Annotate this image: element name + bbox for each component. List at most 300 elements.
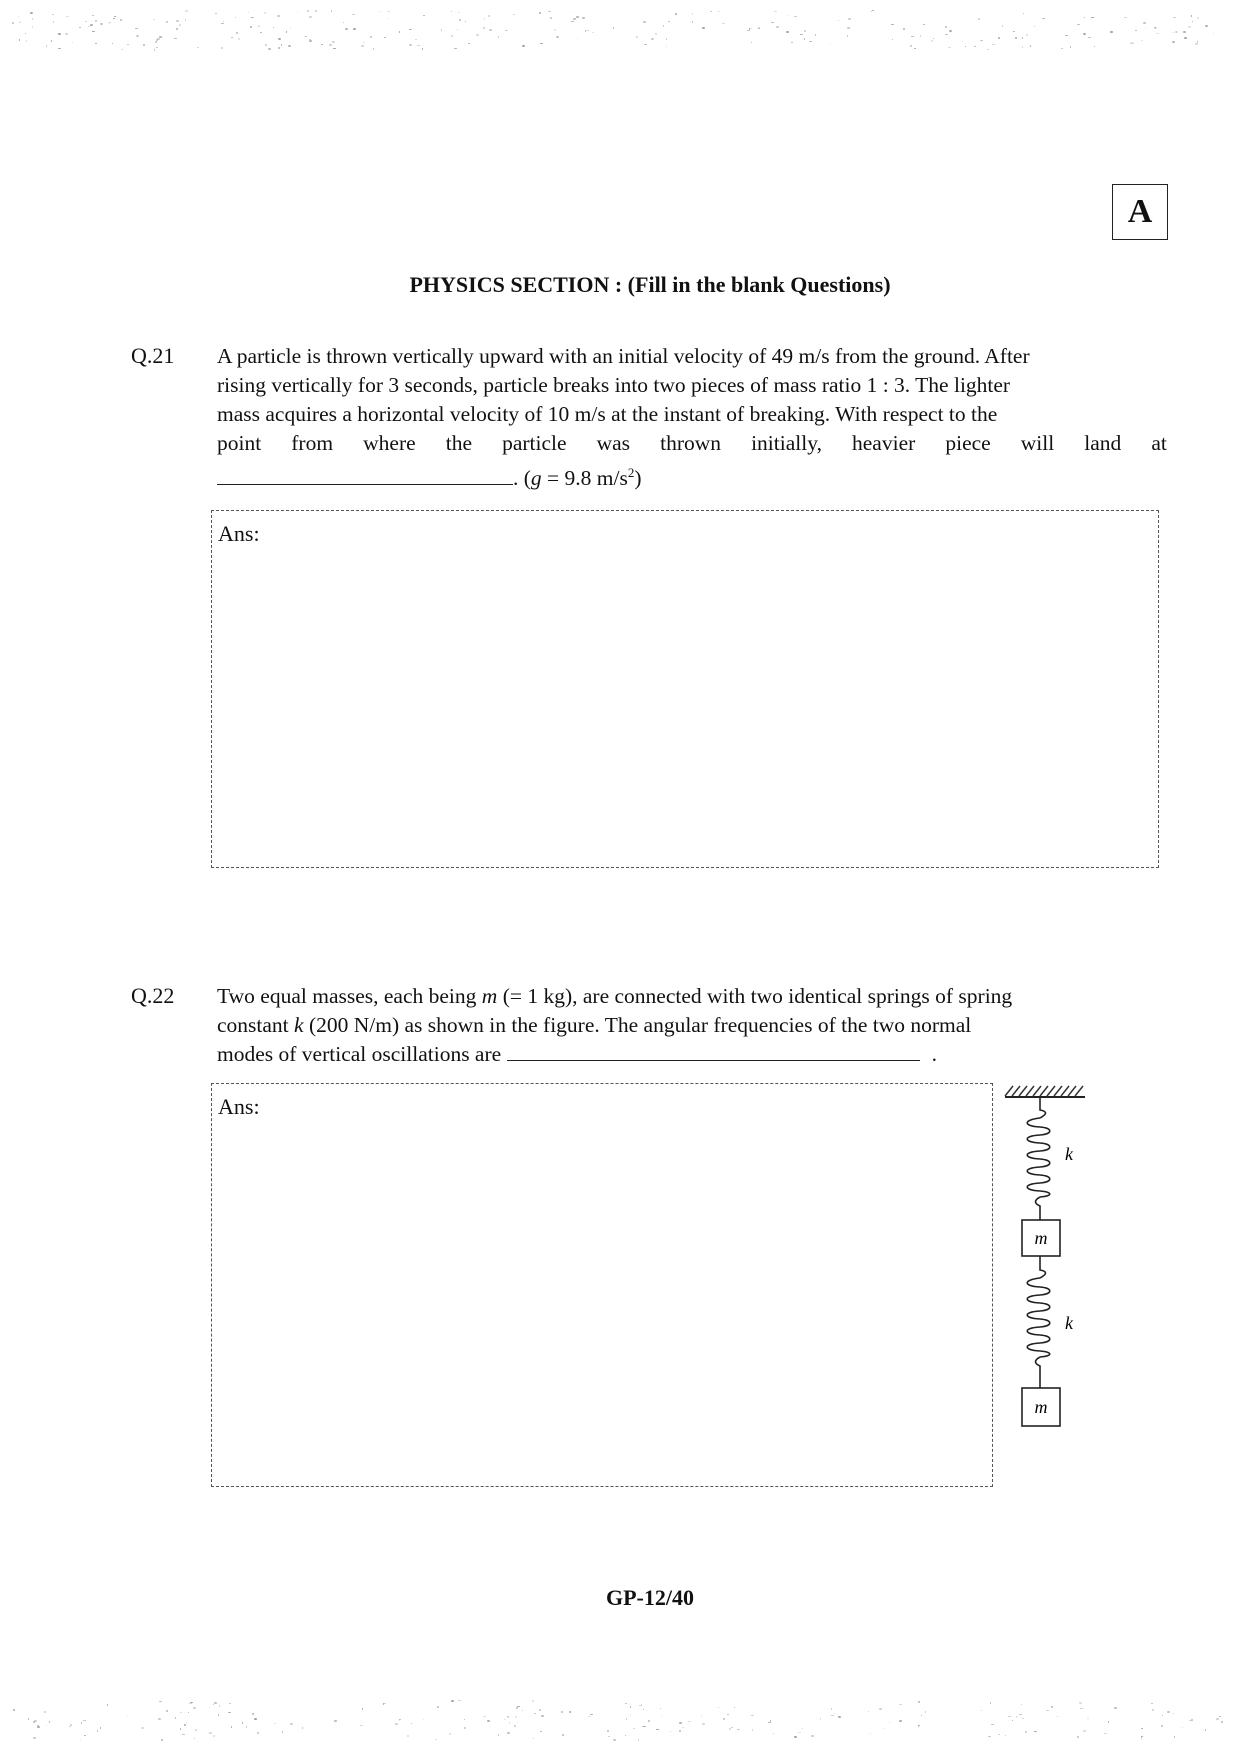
scan-speck <box>182 1734 185 1735</box>
scan-speck <box>771 22 774 23</box>
scan-speck <box>577 38 578 39</box>
word: initially, <box>751 431 822 455</box>
scan-speck <box>44 1711 46 1713</box>
scan-speck <box>281 44 282 46</box>
mass-1 <box>1022 1220 1060 1256</box>
scan-speck <box>264 12 266 14</box>
scan-speck <box>120 19 122 21</box>
scan-speck <box>1091 17 1094 18</box>
scan-speck <box>1152 1709 1154 1711</box>
scan-speck <box>180 1728 181 1730</box>
scan-speck <box>1094 46 1095 47</box>
scan-speck <box>794 1736 796 1737</box>
scan-speck <box>157 39 158 41</box>
scan-speck <box>504 1719 505 1720</box>
scan-speck <box>186 1722 187 1723</box>
scan-speck <box>464 1719 465 1720</box>
scan-speck <box>422 48 423 50</box>
scan-speck <box>534 1713 536 1714</box>
scan-speck <box>213 1735 215 1737</box>
scan-speck <box>918 1725 920 1726</box>
spring-2 <box>1027 1256 1050 1388</box>
scan-speck <box>576 16 579 18</box>
scan-speck <box>107 1704 108 1706</box>
scan-speck <box>498 1734 499 1736</box>
scan-speck <box>1016 1716 1017 1718</box>
scan-speck <box>892 39 893 40</box>
scan-speck <box>642 1726 644 1727</box>
scan-speck <box>454 48 457 49</box>
scan-speck <box>1162 1715 1163 1716</box>
scan-speck <box>278 38 281 40</box>
scan-speck <box>722 23 725 24</box>
scan-speck <box>373 48 374 50</box>
scan-speck <box>990 1702 991 1704</box>
scan-speck <box>820 1718 821 1720</box>
scan-speck <box>361 45 364 47</box>
word: from <box>291 431 334 455</box>
scan-speck <box>221 47 223 49</box>
scan-speck <box>625 1735 626 1736</box>
scan-speck <box>630 1706 631 1708</box>
scan-speck <box>84 1735 86 1736</box>
scan-speck <box>758 28 760 29</box>
scan-speck <box>72 42 73 43</box>
scan-speck <box>923 24 925 25</box>
section-title: PHYSICS SECTION : (Fill in the blank Questions) <box>409 272 891 297</box>
scan-speck <box>991 1724 994 1725</box>
answer-box-22[interactable] <box>211 1083 993 1487</box>
scan-speck <box>838 20 839 21</box>
scan-speck <box>737 1729 740 1730</box>
scan-speck <box>257 1732 259 1734</box>
word: point <box>217 431 262 455</box>
scan-speck <box>384 37 386 38</box>
scan-speck <box>213 1704 214 1705</box>
scan-speck <box>26 40 27 42</box>
scan-speck <box>302 1727 303 1729</box>
scan-speck <box>1192 21 1193 22</box>
scan-speck <box>95 20 97 22</box>
scan-speck <box>417 45 420 46</box>
scan-speck <box>458 1700 461 1701</box>
scan-speck <box>920 35 921 37</box>
scan-speck <box>80 1739 81 1740</box>
scan-speck <box>513 14 515 15</box>
scan-speck <box>92 31 95 32</box>
scan-speck <box>848 18 851 20</box>
scan-speck <box>228 1712 231 1713</box>
word: land <box>1084 431 1122 455</box>
scan-speck <box>626 1718 627 1720</box>
scan-speck <box>1025 1731 1027 1733</box>
scan-speck <box>487 1720 490 1722</box>
scan-speck <box>1213 33 1214 34</box>
scan-speck <box>607 1730 609 1732</box>
scan-speck <box>1021 1704 1022 1705</box>
scan-speck <box>282 1731 283 1733</box>
scan-speck <box>1080 1708 1083 1709</box>
scan-speck <box>498 36 499 38</box>
scan-speck <box>307 10 309 12</box>
scan-speck <box>948 47 951 48</box>
scan-speck <box>260 32 262 33</box>
mass-label-2: m <box>1034 1397 1048 1417</box>
scan-speck <box>809 41 812 42</box>
scan-speck <box>399 1719 400 1721</box>
scan-speck <box>1173 17 1176 18</box>
scan-speck <box>161 1739 163 1741</box>
scan-speck <box>804 30 806 32</box>
scan-speck <box>309 40 312 42</box>
scan-speck <box>100 23 103 25</box>
scan-speck <box>550 17 552 19</box>
scan-speck <box>297 12 298 13</box>
scan-speck <box>399 31 400 33</box>
scan-speck <box>135 28 138 29</box>
scan-speck <box>288 45 291 47</box>
scan-speck <box>918 1701 920 1703</box>
scan-speck <box>802 1728 803 1729</box>
scan-speck <box>702 1723 705 1725</box>
scan-speck <box>58 48 61 49</box>
spring-label-2: k <box>1065 1313 1073 1333</box>
scan-speck <box>1205 25 1208 27</box>
scan-speck <box>752 1729 753 1731</box>
scan-speck <box>582 17 585 19</box>
scan-speck <box>159 1701 162 1702</box>
scan-speck <box>804 38 805 40</box>
scan-speck <box>573 18 576 20</box>
scan-speck <box>1088 37 1091 38</box>
scan-speck <box>278 47 280 49</box>
scan-speck <box>1172 41 1175 43</box>
scan-speck <box>332 41 335 43</box>
scan-speck <box>734 1707 735 1708</box>
scan-speck <box>998 1734 1000 1735</box>
scan-speck <box>166 21 168 23</box>
scan-speck <box>945 26 947 28</box>
fill-blank <box>507 1042 920 1061</box>
question-number-22: Q.22 <box>131 983 175 1008</box>
scan-speck <box>451 11 452 12</box>
scan-speck <box>660 1708 661 1709</box>
word: where <box>363 431 416 455</box>
scan-speck <box>88 26 90 27</box>
scan-speck <box>242 1722 243 1724</box>
scan-speck <box>387 11 390 12</box>
scan-speck <box>221 23 224 24</box>
scan-speck <box>32 18 33 20</box>
scan-speck <box>236 32 238 34</box>
word: heavier <box>852 431 916 455</box>
scan-speck <box>66 16 69 17</box>
scan-speck <box>794 16 797 17</box>
scan-speck <box>483 27 485 29</box>
scan-speck <box>13 1709 15 1711</box>
scan-speck <box>37 1726 40 1728</box>
scan-speck <box>156 47 158 48</box>
scan-speck <box>1019 1714 1022 1715</box>
scan-speck <box>889 1722 890 1723</box>
scan-speck <box>185 10 188 12</box>
scan-speck <box>248 12 249 13</box>
scan-speck <box>1114 1707 1117 1709</box>
scan-speck <box>710 11 712 12</box>
scan-speck <box>834 1713 835 1714</box>
scan-speck <box>608 1736 610 1737</box>
page-number: GP-12/40 <box>606 1585 694 1610</box>
scan-speck <box>360 1725 363 1726</box>
scan-speck <box>179 24 181 26</box>
word: at <box>1151 431 1167 455</box>
scan-speck <box>1083 1730 1086 1732</box>
scan-speck <box>127 44 129 45</box>
scan-speck <box>870 1733 871 1734</box>
spring-label-1: k <box>1065 1144 1073 1164</box>
scan-speck <box>548 11 551 12</box>
scan-speck <box>1104 1733 1107 1734</box>
spring-mass-diagram <box>995 1082 1105 1462</box>
scan-speck <box>81 1722 82 1724</box>
scan-speck <box>195 1729 197 1731</box>
scan-speck <box>630 1714 631 1715</box>
scan-speck <box>32 26 33 28</box>
scan-speck <box>1191 15 1192 17</box>
scan-speck <box>1197 17 1199 19</box>
scan-speck <box>345 28 348 30</box>
scan-speck <box>321 44 323 45</box>
scan-speck <box>290 27 291 28</box>
answer-label: Ans: <box>218 1094 260 1119</box>
answer-box-21[interactable] <box>211 510 1159 868</box>
scan-speck <box>1195 43 1198 45</box>
scan-speck <box>451 1700 454 1702</box>
scan-speck <box>1151 1703 1153 1704</box>
scan-speck <box>668 21 670 22</box>
scan-speck <box>731 1727 733 1728</box>
scan-speck <box>1077 24 1080 25</box>
scan-speck <box>1189 1720 1192 1721</box>
scan-speck <box>331 10 332 12</box>
scan-speck <box>468 43 470 44</box>
scan-speck <box>516 1707 518 1709</box>
scan-speck <box>666 46 667 47</box>
scan-speck <box>1131 42 1134 44</box>
scan-speck <box>334 1720 337 1722</box>
scan-speck <box>388 18 389 19</box>
scan-speck <box>409 29 411 30</box>
scan-speck <box>209 1732 212 1734</box>
scan-speck <box>588 1716 591 1717</box>
scan-speck <box>53 21 54 23</box>
scan-speck <box>1022 46 1023 48</box>
scan-speck <box>484 18 485 20</box>
scan-speck <box>246 1726 247 1728</box>
scan-speck <box>197 47 199 48</box>
answer-label: Ans: <box>218 521 260 546</box>
scan-speck <box>259 25 260 26</box>
scan-speck <box>590 1714 593 1715</box>
scan-speck <box>79 27 81 28</box>
scan-speck <box>675 13 677 15</box>
scan-speck <box>945 34 948 35</box>
scan-speck <box>573 11 574 12</box>
scan-speck <box>1219 1716 1221 1717</box>
scan-speck <box>831 1715 834 1716</box>
scan-speck <box>539 1709 541 1711</box>
scan-speck <box>333 48 336 49</box>
scan-speck <box>921 1715 922 1716</box>
scan-speck <box>309 16 312 18</box>
scan-speck <box>701 1716 702 1717</box>
scan-speck <box>1046 1710 1049 1711</box>
scan-speck <box>19 39 20 41</box>
scan-speck <box>656 1729 659 1730</box>
scan-speck <box>800 34 803 35</box>
scan-speck <box>1030 45 1031 47</box>
scan-speck <box>223 21 224 22</box>
scan-speck <box>540 1731 542 1732</box>
scan-speck <box>987 49 989 50</box>
scan-speck <box>533 1738 534 1739</box>
scan-speck <box>1221 1721 1223 1723</box>
scan-speck <box>83 1720 86 1721</box>
scan-speck <box>911 36 914 37</box>
scan-speck <box>305 36 307 37</box>
scan-speck <box>159 36 162 38</box>
scan-speck <box>933 38 934 39</box>
scan-speck <box>370 36 372 38</box>
scan-speck <box>651 38 654 40</box>
question-text-22 <box>217 982 1167 1069</box>
set-code: A <box>1127 193 1153 230</box>
scan-speck <box>811 1735 814 1737</box>
scan-speck <box>218 1714 219 1716</box>
scan-speck <box>415 39 417 40</box>
scan-speck <box>1083 33 1086 35</box>
scan-speck <box>193 1707 196 1709</box>
question-line: Two equal masses, each being m (= 1 kg), are connected with two identical springs of spring <box>217 984 1013 1008</box>
scan-speck <box>638 1739 639 1741</box>
scan-speck <box>174 38 177 39</box>
scan-speck <box>644 44 647 45</box>
scan-speck <box>51 40 52 42</box>
scan-speck <box>556 36 559 38</box>
scan-speck <box>541 1715 544 1717</box>
scan-speck <box>383 1703 384 1705</box>
word: was <box>596 431 631 455</box>
scan-speck <box>19 22 21 23</box>
scan-speck <box>143 44 145 46</box>
scan-speck <box>965 46 966 47</box>
scan-speck <box>515 1716 517 1718</box>
scan-speck <box>114 16 116 17</box>
scan-speck <box>12 22 14 24</box>
scan-speck <box>891 24 894 25</box>
scan-speck <box>663 25 664 27</box>
scan-speck <box>791 42 793 43</box>
scan-speck <box>1173 32 1174 33</box>
scan-speck <box>1087 1718 1089 1719</box>
scan-speck <box>122 49 123 50</box>
scan-speck <box>639 1705 642 1706</box>
scan-speck <box>190 1702 193 1703</box>
scan-speck <box>58 33 61 35</box>
scan-speck <box>488 15 490 17</box>
scan-speck <box>655 33 657 35</box>
scan-speck <box>980 40 983 41</box>
scan-speck <box>1183 31 1186 33</box>
scan-speck <box>315 10 317 12</box>
question-line-justified <box>217 429 1167 458</box>
scan-speck <box>97 1730 98 1732</box>
scan-speck <box>747 30 750 31</box>
scan-speck <box>899 1704 902 1705</box>
scan-speck <box>666 38 667 40</box>
scan-speck <box>92 15 94 16</box>
scan-noise-top <box>0 10 1240 60</box>
scan-speck <box>277 15 280 17</box>
scan-speck <box>688 1721 691 1722</box>
scan-speck <box>1008 1716 1011 1717</box>
spring-1 <box>1027 1097 1050 1220</box>
scan-speck <box>49 1721 50 1723</box>
scan-speck <box>441 29 442 31</box>
scan-speck <box>483 1716 486 1717</box>
scan-speck <box>437 1706 439 1708</box>
scan-speck <box>209 1707 210 1708</box>
scan-speck <box>636 36 638 38</box>
scan-speck <box>1051 1706 1053 1708</box>
scan-speck <box>1173 1713 1174 1714</box>
scan-speck <box>176 28 178 30</box>
scan-speck <box>175 1717 176 1719</box>
scan-speck <box>1124 17 1127 18</box>
scan-speck <box>540 43 543 44</box>
scan-speck <box>988 1736 991 1737</box>
scan-speck <box>46 45 47 47</box>
scan-speck <box>702 27 705 29</box>
question-line-blank: . (g = 9.8 $m/s^2$) <box>217 458 1167 493</box>
scan-speck <box>1205 1729 1206 1731</box>
scan-speck <box>343 22 344 23</box>
scan-speck <box>786 31 789 33</box>
scan-speck <box>613 27 614 29</box>
scan-speck <box>1167 1711 1170 1713</box>
word: the <box>445 431 472 455</box>
scan-speck <box>751 42 752 43</box>
scan-speck <box>25 33 26 34</box>
scan-speck <box>290 1723 293 1725</box>
scan-speck <box>1174 1736 1175 1738</box>
scan-speck <box>1022 37 1023 39</box>
scan-speck <box>1022 1718 1024 1719</box>
scan-speck <box>184 1724 186 1726</box>
scan-speck <box>100 1727 101 1729</box>
scan-speck <box>831 1708 832 1710</box>
scan-speck <box>962 41 963 42</box>
scan-speck <box>113 18 115 19</box>
scan-speck <box>423 15 425 16</box>
scan-speck <box>974 46 976 47</box>
scan-speck <box>33 1737 36 1739</box>
scan-speck <box>625 1703 627 1704</box>
scan-speck <box>815 34 816 36</box>
scan-speck <box>679 1730 681 1732</box>
scan-speck <box>180 1712 182 1713</box>
question-line: rising vertically for 3 seconds, particle breaks into two pieces of mass ratio 1 : 3. The lighter <box>217 373 1011 397</box>
